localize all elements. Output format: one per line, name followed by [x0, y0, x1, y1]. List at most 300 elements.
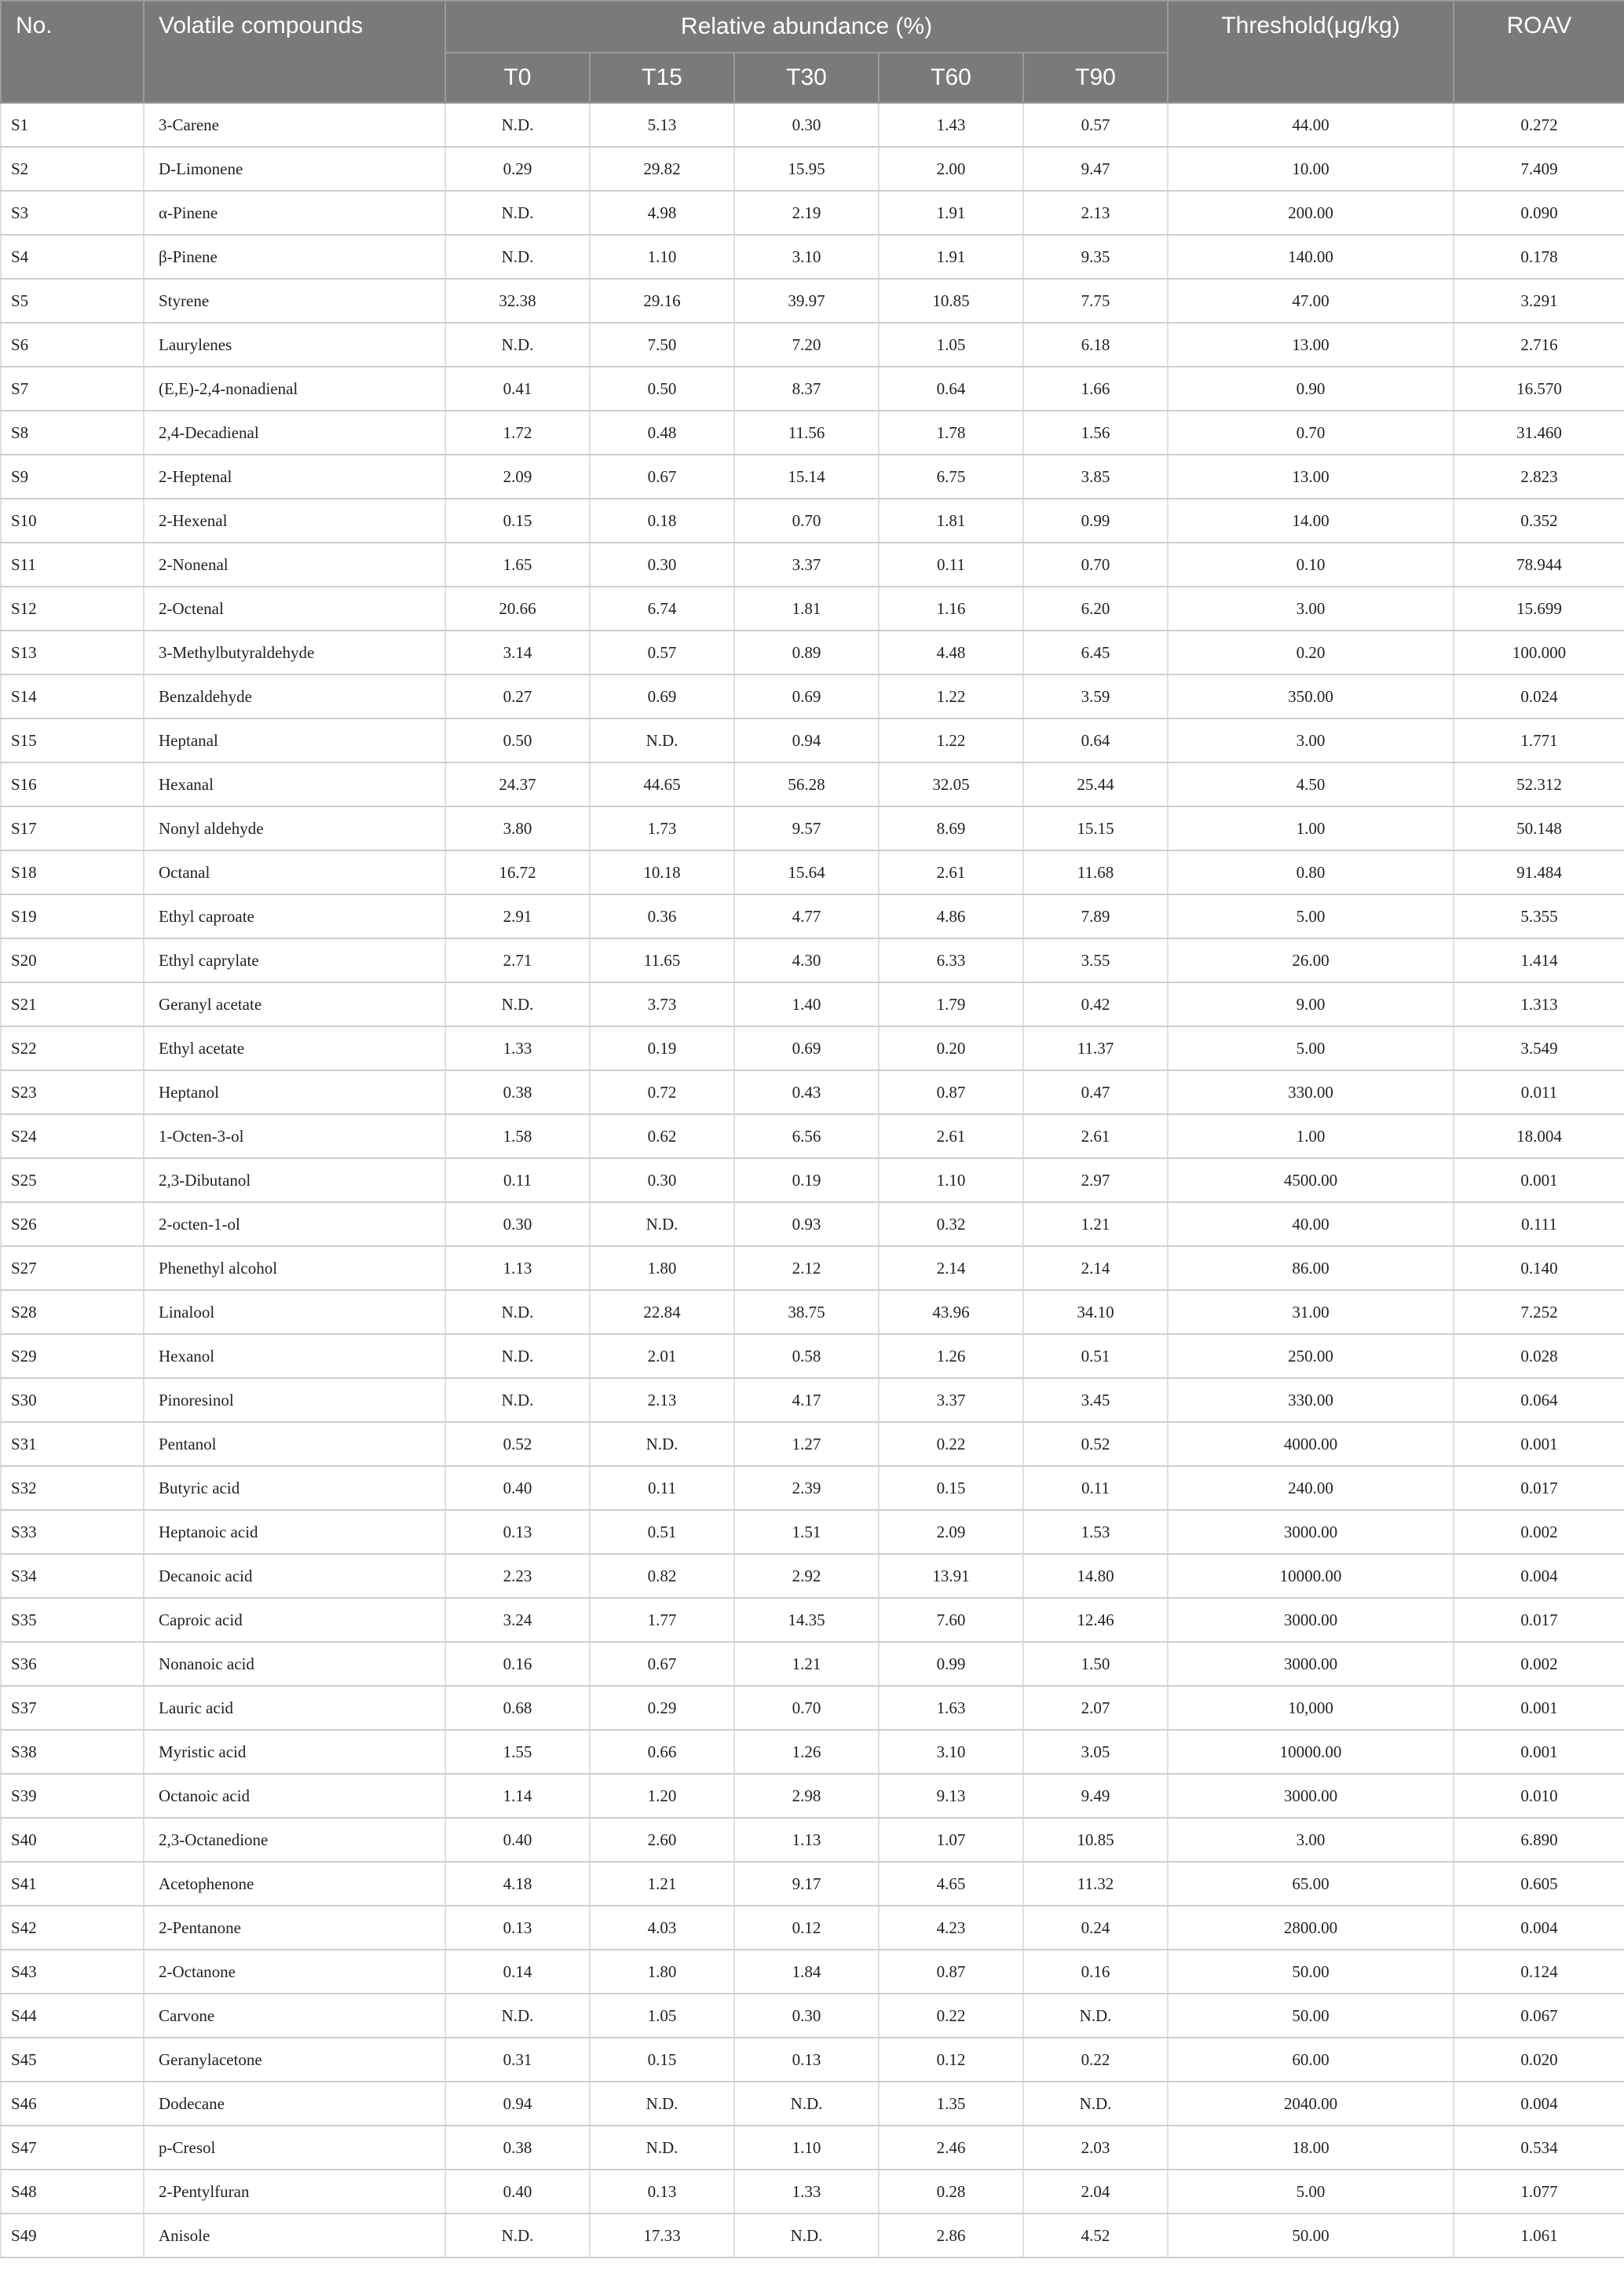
table-row — [1, 938, 1624, 982]
cell-t60: 2.09 — [879, 1510, 1023, 1554]
cell-t60: 1.35 — [879, 2082, 1023, 2126]
cell-t60: 4.23 — [879, 1906, 1023, 1950]
cell-threshold: 10000.00 — [1168, 1730, 1454, 1774]
cell-t60: 6.33 — [879, 938, 1023, 982]
table-row — [1, 1598, 1624, 1642]
cell-t60: 32.05 — [879, 762, 1023, 806]
cell-compound: Heptanal — [144, 718, 445, 762]
cell-threshold: 31.00 — [1168, 1290, 1454, 1334]
cell-t30: 6.56 — [734, 1114, 879, 1158]
cell-threshold: 3000.00 — [1168, 1642, 1454, 1686]
cell-threshold: 4500.00 — [1168, 1158, 1454, 1202]
cell-t0: 3.80 — [445, 806, 590, 850]
cell-threshold: 3.00 — [1168, 587, 1454, 631]
cell-roav: 0.004 — [1454, 1906, 1624, 1950]
cell-compound: 2,3-Octanedione — [144, 1818, 445, 1862]
cell-roav: 0.178 — [1454, 235, 1624, 279]
cell-t60: 1.43 — [879, 103, 1023, 147]
cell-t60: 0.22 — [879, 1422, 1023, 1466]
cell-no: S22 — [1, 1026, 144, 1070]
cell-threshold: 50.00 — [1168, 1994, 1454, 2038]
cell-compound: Lauric acid — [144, 1686, 445, 1730]
cell-t30: 3.37 — [734, 543, 879, 587]
cell-t90: 2.14 — [1023, 1246, 1168, 1290]
cell-roav: 31.460 — [1454, 411, 1624, 455]
cell-roav: 1.771 — [1454, 718, 1624, 762]
cell-t15: N.D. — [590, 1202, 734, 1246]
table-row — [1, 543, 1624, 587]
cell-t15: 0.67 — [590, 1642, 734, 1686]
cell-threshold: 3.00 — [1168, 1818, 1454, 1862]
cell-threshold: 330.00 — [1168, 1378, 1454, 1422]
cell-t15: 44.65 — [590, 762, 734, 806]
cell-no: S9 — [1, 455, 144, 499]
cell-t0: 0.41 — [445, 367, 590, 411]
cell-no: S28 — [1, 1290, 144, 1334]
cell-t90: 0.16 — [1023, 1950, 1168, 1994]
cell-t60: 0.20 — [879, 1026, 1023, 1070]
cell-t60: 0.12 — [879, 2038, 1023, 2082]
cell-compound: β-Pinene — [144, 235, 445, 279]
cell-threshold: 18.00 — [1168, 2126, 1454, 2170]
cell-t60: 1.10 — [879, 1158, 1023, 1202]
cell-t15: 17.33 — [590, 2214, 734, 2258]
cell-t60: 4.65 — [879, 1862, 1023, 1906]
cell-compound: 2-Pentylfuran — [144, 2170, 445, 2214]
table-row — [1, 1862, 1624, 1906]
cell-compound: Pentanol — [144, 1422, 445, 1466]
cell-t0: 0.94 — [445, 2082, 590, 2126]
cell-t90: 1.50 — [1023, 1642, 1168, 1686]
cell-t90: 0.47 — [1023, 1070, 1168, 1114]
table-header — [1, 1, 1624, 103]
cell-threshold: 330.00 — [1168, 1070, 1454, 1114]
cell-t90: 34.10 — [1023, 1290, 1168, 1334]
cell-t15: 3.73 — [590, 982, 734, 1026]
cell-t15: 4.03 — [590, 1906, 734, 1950]
cell-threshold: 0.10 — [1168, 543, 1454, 587]
cell-t30: 0.69 — [734, 675, 879, 718]
cell-t30: 15.64 — [734, 850, 879, 894]
cell-threshold: 0.20 — [1168, 631, 1454, 675]
cell-t90: 3.55 — [1023, 938, 1168, 982]
cell-t30: 0.19 — [734, 1158, 879, 1202]
table-row — [1, 2214, 1624, 2258]
cell-t60: 4.48 — [879, 631, 1023, 675]
cell-compound: 3-Carene — [144, 103, 445, 147]
table-row — [1, 455, 1624, 499]
cell-t90: 6.45 — [1023, 631, 1168, 675]
cell-t30: 0.43 — [734, 1070, 879, 1114]
cell-t15: 0.48 — [590, 411, 734, 455]
cell-compound: Ethyl acetate — [144, 1026, 445, 1070]
cell-t60: 2.46 — [879, 2126, 1023, 2170]
cell-t15: 1.21 — [590, 1862, 734, 1906]
cell-roav: 0.001 — [1454, 1686, 1624, 1730]
cell-t60: 4.86 — [879, 894, 1023, 938]
cell-threshold: 40.00 — [1168, 1202, 1454, 1246]
cell-t0: 1.14 — [445, 1774, 590, 1818]
cell-t90: N.D. — [1023, 1994, 1168, 2038]
cell-t30: 1.51 — [734, 1510, 879, 1554]
cell-no: S12 — [1, 587, 144, 631]
cell-compound: Nonyl aldehyde — [144, 806, 445, 850]
cell-roav: 0.272 — [1454, 103, 1624, 147]
cell-threshold: 0.70 — [1168, 411, 1454, 455]
cell-compound: 2-Octanone — [144, 1950, 445, 1994]
cell-t0: 0.11 — [445, 1158, 590, 1202]
cell-no: S1 — [1, 103, 144, 147]
cell-roav: 52.312 — [1454, 762, 1624, 806]
cell-roav: 0.011 — [1454, 1070, 1624, 1114]
cell-roav: 3.549 — [1454, 1026, 1624, 1070]
cell-t30: 38.75 — [734, 1290, 879, 1334]
cell-t60: 3.10 — [879, 1730, 1023, 1774]
cell-t15: 1.73 — [590, 806, 734, 850]
table-row — [1, 1246, 1624, 1290]
cell-roav: 50.148 — [1454, 806, 1624, 850]
cell-t90: 0.24 — [1023, 1906, 1168, 1950]
cell-t30: 0.69 — [734, 1026, 879, 1070]
cell-roav: 0.067 — [1454, 1994, 1624, 2038]
cell-threshold: 44.00 — [1168, 103, 1454, 147]
cell-t30: 2.98 — [734, 1774, 879, 1818]
cell-compound: Caproic acid — [144, 1598, 445, 1642]
cell-t90: 6.20 — [1023, 587, 1168, 631]
cell-t90: 1.56 — [1023, 411, 1168, 455]
cell-no: S15 — [1, 718, 144, 762]
cell-compound: 2-Heptenal — [144, 455, 445, 499]
cell-roav: 1.414 — [1454, 938, 1624, 982]
cell-t90: 0.22 — [1023, 2038, 1168, 2082]
header-t30: T30 — [734, 53, 879, 103]
cell-t30: 39.97 — [734, 279, 879, 323]
cell-no: S29 — [1, 1334, 144, 1378]
cell-roav: 0.002 — [1454, 1642, 1624, 1686]
cell-no: S13 — [1, 631, 144, 675]
cell-threshold: 10000.00 — [1168, 1554, 1454, 1598]
cell-threshold: 240.00 — [1168, 1466, 1454, 1510]
cell-t0: N.D. — [445, 1334, 590, 1378]
table-row — [1, 631, 1624, 675]
cell-t15: N.D. — [590, 2126, 734, 2170]
cell-roav: 0.001 — [1454, 1158, 1624, 1202]
cell-t0: 0.15 — [445, 499, 590, 543]
cell-t30: 9.57 — [734, 806, 879, 850]
cell-threshold: 13.00 — [1168, 323, 1454, 367]
cell-compound: p-Cresol — [144, 2126, 445, 2170]
cell-t90: 2.61 — [1023, 1114, 1168, 1158]
cell-no: S20 — [1, 938, 144, 982]
cell-roav: 0.017 — [1454, 1466, 1624, 1510]
table-row — [1, 806, 1624, 850]
cell-threshold: 3000.00 — [1168, 1774, 1454, 1818]
cell-threshold: 47.00 — [1168, 279, 1454, 323]
cell-no: S14 — [1, 675, 144, 718]
cell-t0: 0.40 — [445, 1466, 590, 1510]
cell-t0: 1.55 — [445, 1730, 590, 1774]
cell-threshold: 5.00 — [1168, 894, 1454, 938]
cell-t0: 0.50 — [445, 718, 590, 762]
cell-t15: 1.05 — [590, 1994, 734, 2038]
cell-no: S7 — [1, 367, 144, 411]
table-body — [1, 103, 1624, 2258]
header-compound: Volatile compounds — [144, 1, 445, 103]
cell-t15: 1.80 — [590, 1246, 734, 1290]
header-threshold: Threshold(μg/kg) — [1168, 1, 1454, 103]
cell-roav: 0.001 — [1454, 1730, 1624, 1774]
cell-t15: N.D. — [590, 718, 734, 762]
cell-t15: 0.30 — [590, 543, 734, 587]
cell-no: S34 — [1, 1554, 144, 1598]
cell-no: S21 — [1, 982, 144, 1026]
table-row — [1, 1158, 1624, 1202]
cell-t15: 0.11 — [590, 1466, 734, 1510]
cell-t15: 29.82 — [590, 147, 734, 191]
cell-roav: 2.716 — [1454, 323, 1624, 367]
cell-t0: 20.66 — [445, 587, 590, 631]
cell-no: S30 — [1, 1378, 144, 1422]
cell-t90: 0.52 — [1023, 1422, 1168, 1466]
cell-t90: N.D. — [1023, 2082, 1168, 2126]
cell-roav: 100.000 — [1454, 631, 1624, 675]
cell-t90: 10.85 — [1023, 1818, 1168, 1862]
table-row — [1, 279, 1624, 323]
cell-t30: 0.93 — [734, 1202, 879, 1246]
cell-roav: 16.570 — [1454, 367, 1624, 411]
cell-t30: 0.30 — [734, 1994, 879, 2038]
cell-t15: 7.50 — [590, 323, 734, 367]
cell-no: S27 — [1, 1246, 144, 1290]
cell-t60: 2.86 — [879, 2214, 1023, 2258]
cell-t90: 3.05 — [1023, 1730, 1168, 1774]
cell-t0: N.D. — [445, 2214, 590, 2258]
cell-t15: 6.74 — [590, 587, 734, 631]
cell-t0: 1.13 — [445, 1246, 590, 1290]
cell-t0: 1.58 — [445, 1114, 590, 1158]
cell-t15: 0.13 — [590, 2170, 734, 2214]
header-t15: T15 — [590, 53, 734, 103]
cell-t60: 7.60 — [879, 1598, 1023, 1642]
cell-roav: 0.017 — [1454, 1598, 1624, 1642]
cell-t30: 8.37 — [734, 367, 879, 411]
cell-threshold: 50.00 — [1168, 1950, 1454, 1994]
cell-t60: 0.32 — [879, 1202, 1023, 1246]
table-row — [1, 1026, 1624, 1070]
cell-t15: 0.82 — [590, 1554, 734, 1598]
cell-threshold: 10,000 — [1168, 1686, 1454, 1730]
cell-t60: 1.91 — [879, 191, 1023, 235]
cell-t15: 0.36 — [590, 894, 734, 938]
cell-t90: 7.75 — [1023, 279, 1168, 323]
cell-compound: Carvone — [144, 1994, 445, 2038]
cell-t60: 2.61 — [879, 1114, 1023, 1158]
cell-t60: 1.26 — [879, 1334, 1023, 1378]
cell-compound: Octanal — [144, 850, 445, 894]
cell-t15: 5.13 — [590, 103, 734, 147]
cell-no: S31 — [1, 1422, 144, 1466]
cell-compound: Geranylacetone — [144, 2038, 445, 2082]
cell-no: S33 — [1, 1510, 144, 1554]
cell-threshold: 50.00 — [1168, 2214, 1454, 2258]
header-no: No. — [1, 1, 144, 103]
cell-roav: 0.001 — [1454, 1422, 1624, 1466]
cell-t90: 1.53 — [1023, 1510, 1168, 1554]
cell-compound: Linalool — [144, 1290, 445, 1334]
cell-t15: 1.80 — [590, 1950, 734, 1994]
cell-roav: 0.534 — [1454, 2126, 1624, 2170]
cell-threshold: 3000.00 — [1168, 1510, 1454, 1554]
cell-compound: 1-Octen-3-ol — [144, 1114, 445, 1158]
table-row — [1, 323, 1624, 367]
cell-compound: 2-Nonenal — [144, 543, 445, 587]
cell-t60: 1.16 — [879, 587, 1023, 631]
cell-t0: N.D. — [445, 1290, 590, 1334]
cell-roav: 0.004 — [1454, 1554, 1624, 1598]
cell-t30: 1.10 — [734, 2126, 879, 2170]
cell-t15: 4.98 — [590, 191, 734, 235]
cell-compound: 2-Octenal — [144, 587, 445, 631]
table-row — [1, 103, 1624, 147]
table-row — [1, 147, 1624, 191]
cell-threshold: 3.00 — [1168, 718, 1454, 762]
table-row — [1, 1070, 1624, 1114]
cell-roav: 0.352 — [1454, 499, 1624, 543]
cell-no: S40 — [1, 1818, 144, 1862]
cell-t0: 2.71 — [445, 938, 590, 982]
cell-roav: 78.944 — [1454, 543, 1624, 587]
cell-t60: 1.22 — [879, 675, 1023, 718]
table-row — [1, 367, 1624, 411]
cell-no: S19 — [1, 894, 144, 938]
cell-compound: α-Pinene — [144, 191, 445, 235]
cell-t60: 8.69 — [879, 806, 1023, 850]
table-row — [1, 894, 1624, 938]
cell-t30: 2.39 — [734, 1466, 879, 1510]
cell-t0: 0.13 — [445, 1510, 590, 1554]
cell-threshold: 13.00 — [1168, 455, 1454, 499]
cell-threshold: 1.00 — [1168, 1114, 1454, 1158]
cell-t90: 25.44 — [1023, 762, 1168, 806]
cell-roav: 0.090 — [1454, 191, 1624, 235]
cell-t0: 2.91 — [445, 894, 590, 938]
table-row — [1, 850, 1624, 894]
cell-t0: 0.14 — [445, 1950, 590, 1994]
cell-no: S8 — [1, 411, 144, 455]
table-row — [1, 982, 1624, 1026]
cell-t0: 0.13 — [445, 1906, 590, 1950]
table-row — [1, 2126, 1624, 2170]
cell-no: S42 — [1, 1906, 144, 1950]
table-row — [1, 1114, 1624, 1158]
cell-threshold: 5.00 — [1168, 1026, 1454, 1070]
cell-t90: 3.45 — [1023, 1378, 1168, 1422]
cell-no: S23 — [1, 1070, 144, 1114]
cell-t60: 0.15 — [879, 1466, 1023, 1510]
table-row — [1, 675, 1624, 718]
cell-t0: 0.40 — [445, 1818, 590, 1862]
cell-t90: 0.11 — [1023, 1466, 1168, 1510]
cell-no: S24 — [1, 1114, 144, 1158]
cell-no: S38 — [1, 1730, 144, 1774]
cell-t15: 1.77 — [590, 1598, 734, 1642]
header-t60: T60 — [879, 53, 1023, 103]
cell-threshold: 250.00 — [1168, 1334, 1454, 1378]
table-row — [1, 2038, 1624, 2082]
table-row — [1, 1554, 1624, 1598]
cell-t0: 0.38 — [445, 1070, 590, 1114]
cell-compound: Heptanol — [144, 1070, 445, 1114]
cell-t0: N.D. — [445, 191, 590, 235]
cell-t30: 0.12 — [734, 1906, 879, 1950]
cell-t15: 0.51 — [590, 1510, 734, 1554]
table-row — [1, 1774, 1624, 1818]
cell-compound: Acetophenone — [144, 1862, 445, 1906]
cell-threshold: 65.00 — [1168, 1862, 1454, 1906]
cell-compound: D-Limonene — [144, 147, 445, 191]
table-row — [1, 1290, 1624, 1334]
cell-t15: 29.16 — [590, 279, 734, 323]
cell-roav: 7.409 — [1454, 147, 1624, 191]
table-row — [1, 1730, 1624, 1774]
cell-compound: Nonanoic acid — [144, 1642, 445, 1686]
cell-t90: 14.80 — [1023, 1554, 1168, 1598]
cell-no: S25 — [1, 1158, 144, 1202]
table-row — [1, 2170, 1624, 2214]
cell-t0: 0.16 — [445, 1642, 590, 1686]
cell-roav: 2.823 — [1454, 455, 1624, 499]
cell-t0: 3.24 — [445, 1598, 590, 1642]
cell-t15: 0.66 — [590, 1730, 734, 1774]
cell-threshold: 60.00 — [1168, 2038, 1454, 2082]
table-row — [1, 1950, 1624, 1994]
cell-t60: 0.87 — [879, 1070, 1023, 1114]
cell-compound: Hexanal — [144, 762, 445, 806]
cell-compound: Anisole — [144, 2214, 445, 2258]
cell-no: S17 — [1, 806, 144, 850]
cell-t15: 0.72 — [590, 1070, 734, 1114]
cell-threshold: 4.50 — [1168, 762, 1454, 806]
cell-no: S10 — [1, 499, 144, 543]
cell-t60: 1.78 — [879, 411, 1023, 455]
cell-t30: 1.26 — [734, 1730, 879, 1774]
cell-t15: N.D. — [590, 2082, 734, 2126]
cell-t60: 1.91 — [879, 235, 1023, 279]
cell-t0: 1.33 — [445, 1026, 590, 1070]
cell-t15: 11.65 — [590, 938, 734, 982]
cell-t15: 0.19 — [590, 1026, 734, 1070]
cell-t60: 2.61 — [879, 850, 1023, 894]
cell-compound: Ethyl caproate — [144, 894, 445, 938]
table-row — [1, 499, 1624, 543]
cell-t90: 0.70 — [1023, 543, 1168, 587]
cell-t30: 0.94 — [734, 718, 879, 762]
cell-t30: 4.77 — [734, 894, 879, 938]
cell-threshold: 14.00 — [1168, 499, 1454, 543]
table-row — [1, 1334, 1624, 1378]
cell-t60: 3.37 — [879, 1378, 1023, 1422]
cell-t0: 0.68 — [445, 1686, 590, 1730]
cell-no: S4 — [1, 235, 144, 279]
cell-no: S48 — [1, 2170, 144, 2214]
cell-t90: 11.68 — [1023, 850, 1168, 894]
cell-t90: 0.42 — [1023, 982, 1168, 1026]
cell-threshold: 1.00 — [1168, 806, 1454, 850]
cell-t0: 24.37 — [445, 762, 590, 806]
cell-t60: 1.79 — [879, 982, 1023, 1026]
cell-compound: Decanoic acid — [144, 1554, 445, 1598]
table-row — [1, 718, 1624, 762]
